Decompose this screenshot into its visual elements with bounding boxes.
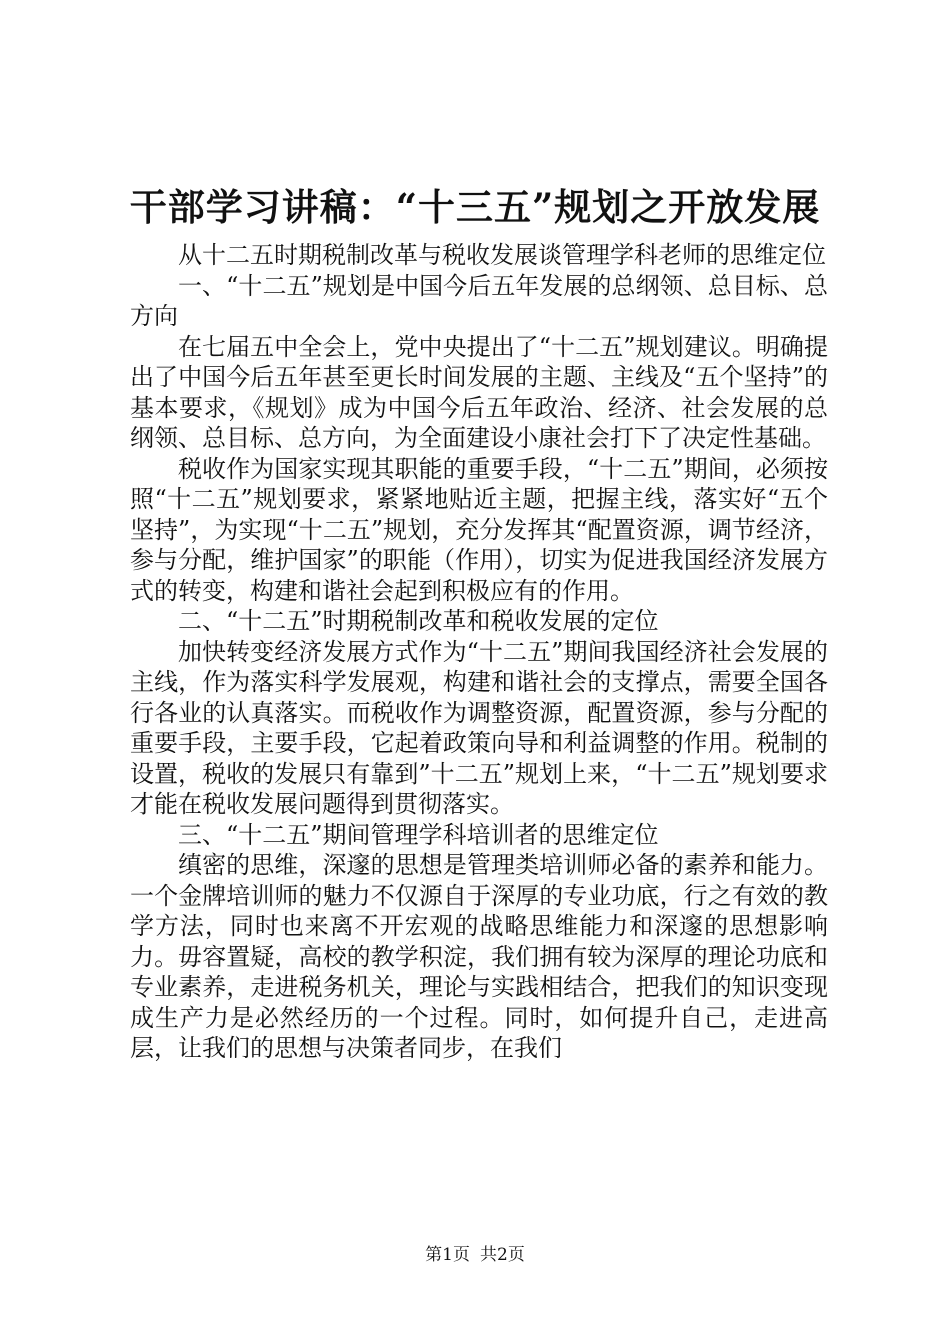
paragraph: 税收作为国家实现其职能的重要手段，“十二五”期间，必须按照“十二五”规划要求，紧紧地贴近主题，把握主线，落实好“五个坚持”，为实现“十二五”规划，充分发挥其“配置资源，调节经济，参与分配，维护国家”的职能（作用），切实为促进我国经济发展方式的转变，构建和谐社会起到积极应有的作用。 bbox=[130, 454, 828, 605]
document-body bbox=[130, 240, 828, 1064]
document-title: 干部学习讲稿：“十三五”规划之开放发展 bbox=[129, 185, 821, 229]
section-heading-2: 二、“十二五”时期税制改革和税收发展的定位 bbox=[178, 607, 659, 635]
page-number: 第1页 bbox=[425, 1245, 470, 1265]
paragraph: 缜密的思维，深邃的思想是管理类培训师必备的素养和能力。一个金牌培训师的魅力不仅源自于深厚的专业功底，行之有效的教学方法，同时也来离不开宏观的战略思维能力和深邃的思想影响力。毋容置疑，高校的教学积淀，我们拥有较为深厚的理论功底和专业素养，走进税务机关，理论与实践相结合，把我们的知识变现成生产力是必然经历的一个过程。同时，如何提升自己，走进高层，让我们的思想与决策者同步，在我们 bbox=[130, 851, 828, 1062]
page-total: 共2页 bbox=[480, 1245, 525, 1265]
section-heading-1: 一、“十二五”规划是中国今后五年发展的总纲领、总目标、总方向 bbox=[130, 271, 828, 330]
paragraph: 在七届五中全会上，党中央提出了“十二五”规划建议。明确提出了中国今后五年甚至更长时间发展的主题、主线及“五个坚持”的基本要求，《规划》成为中国今后五年政治、经济、社会发展的总纲领、总目标、总方向，为全面建设小康社会打下了决定性基础。 bbox=[130, 332, 828, 452]
paragraph-subtitle: 从十二五时期税制改革与税收发展谈管理学科老师的思维定位 bbox=[178, 241, 826, 269]
page-footer bbox=[0, 1243, 950, 1267]
paragraph: 加快转变经济发展方式作为“十二五”期间我国经济社会发展的主线，作为落实科学发展观，构建和谐社会的支撑点，需要全国各行各业的认真落实。而税收作为调整资源，配置资源，参与分配的重要手段，主要手段，它起着政策向导和利益调整的作用。税制的设置，税收的发展只有靠到”十二五”规划上来，“十二五”规划要求才能在税收发展问题得到贯彻落实。 bbox=[130, 637, 828, 818]
section-heading-3: 三、“十二五”期间管理学科培训者的思维定位 bbox=[178, 820, 659, 849]
